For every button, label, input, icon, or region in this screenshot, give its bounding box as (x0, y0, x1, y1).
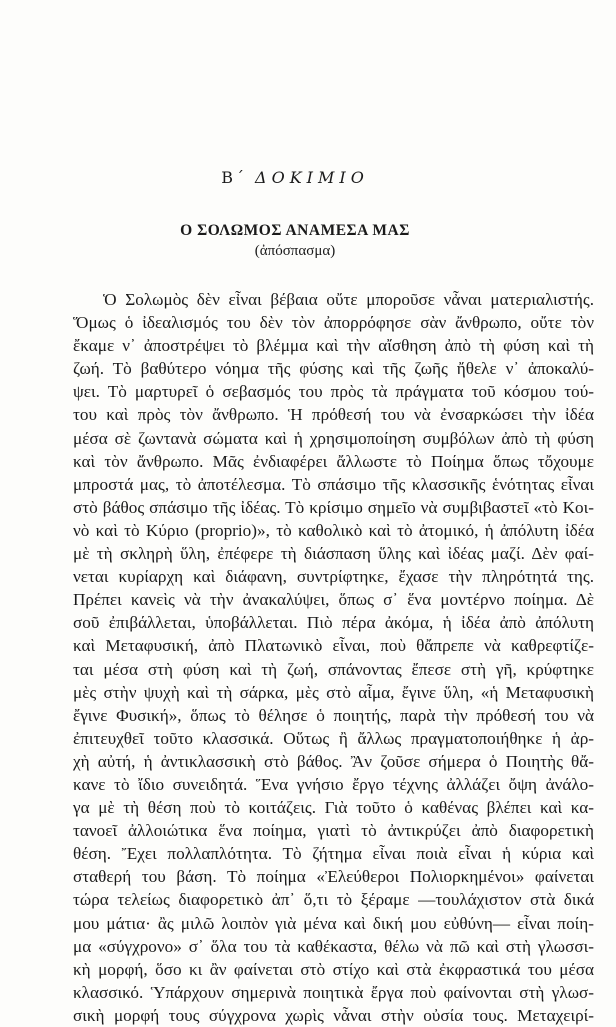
text-line: ζωή. Τὸ βαθύτερο νόημα τῆς φύσης καὶ τῆς ζωῆς ἤθελε ν᾽ ἀποκαλύ- (73, 359, 594, 379)
text-line: σοῦ ἐπιβάλλεται, ὑποβάλλεται. Πιὸ πέρα ἀκόμα, ἡ ἰδέα ἀπὸ ἀπόλυτη (73, 613, 594, 633)
text-line: κανε τὸ ἴδιο συνειδητά. Ἕνα γνήσιο ἔργο τέχνης ἀλλάζει ὄψη ἀνάλο- (73, 774, 594, 794)
text-line: τανοεῖ ἀλλοιώτικα ἕνα ποίημα, γιατὶ τὸ ἀντικρύζει ἀπὸ διαφορετικὴ (73, 821, 594, 841)
essay-title: Ο ΣΟΛΩΜΟΣ ΑΝΑΜΕΣΑ ΜΑΣ (180, 222, 410, 239)
section-number: Β΄ (221, 168, 247, 187)
text-line: ἐπιτευχθεῖ τοῦτο κλασσικά. Οὕτως ἢ ἄλλως πραγματοποιήθηκε ἡ ἀρ- (73, 728, 594, 748)
text-line: κλασσικό. Ὑπάρχουν σημερινὰ ποιητικὰ ἔργα ποὺ φαίνονται στὴ γλωσ- (73, 982, 594, 1002)
text-line: Ὁ Σολωμὸς δὲν εἶναι βέβαια οὔτε μποροῦσε νἆναι ματεριαλιστής. (103, 290, 594, 309)
text-line: μὲς στὴν ψυχὴ καὶ τὴ σάρκα, μὲς στὸ αἷμα, ἔγινε ὕλη, «ἡ Μεταφυσικὴ (73, 682, 594, 702)
text-line: ψει. Τὸ μαρτυρεῖ ὁ σεβασμός του πρὸς τὰ πράγματα τοῦ κόσμου τού- (73, 382, 594, 402)
text-line: σικὴ μορφή τους σύγχρονα χωρὶς νἆναι στὴν οὐσία τους. Μεταχειρί- (73, 1005, 594, 1025)
text-line: καὶ τὸν ἄνθρωπο. Μᾶς ἐνδιαφέρει ἄλλωστε τὸ Ποίημα ὅπως τὄχουμε (73, 451, 594, 471)
text-line: νεται κυρίαρχη καὶ διάφανη, συντρίφτηκε, ἔχασε τὴν πληρότητά της. (73, 567, 594, 587)
text-line: καὶ Μεταφυσική, ἀπὸ Πλατωνικὸ εἶναι, ποὺ θἄπρεπε νὰ καθρεφτίζε- (73, 636, 594, 656)
text-line: κὴ μορφή, ὅσο κι ἂν φαίνεται στὸ στίχο καὶ στὰ ἐκφραστικά του μέσα (73, 959, 594, 979)
text-line: θέση. Ἔχει πολλαπλότητα. Τὸ ζήτημα εἶναι ποιὰ εἶναι ἡ κύρια καὶ (73, 844, 594, 864)
text-line: μέσα σὲ ζωντανὰ σώματα καὶ ἡ χρησιμοποίηση συμβόλων ἀπὸ τὴ φύση (73, 428, 594, 448)
text-line: τώρα τελείως διαφορετικὸ ἀπ᾽ ὅ,τι τὸ ξέραμε —τουλάχιστον στὰ δικά (73, 890, 594, 910)
text-line: ται μέσα στὴ φύση καὶ τὴ ζωή, σπάνοντας ἔπεσε στὴ γῆ, κρύφτηκε (73, 659, 594, 679)
section-label (0, 168, 590, 187)
text-line: μὲ τὴ σκληρὴ ὕλη, ἐπέφερε τὴ διάσπαση ὕλης καὶ ἰδέας μαζί. Δὲν φαί- (73, 544, 594, 564)
text-line: στὸ βάθος σπάσιμο τῆς ἰδέας. Τὸ κρίσιμο σημεῖο νὰ συμβιβαστεῖ «τὸ Κοι- (73, 497, 594, 517)
text-line: νὸ καὶ τὸ Κύριο (proprio)», τὸ καθολικὸ καὶ τὸ ἀτομικό, ἡ ἀπόλυτη ἰδέα (73, 520, 594, 540)
text-line: Πρέπει κανεὶς νὰ τὴν ἀνακαλύψει, ὅπως σ᾽ ἕνα μοντέρνο ποίημα. Δὲ (73, 590, 594, 610)
text-line: σταθερή του βάση. Τὸ ποίημα «Ἐλεύθεροι Πολιορκημένοι» φαίνεται (73, 867, 594, 887)
text-line: Ὅμως ὁ ἰδεαλισμός του δὲν τὸν ἀπορρόφησε σὰν ἄνθρωπο, οὔτε τὸν (73, 313, 594, 333)
text-line: ἔγινε Φυσική», ὅπως τὸ θέλησε ὁ ποιητής, παρὰ τὴν πρόθεσή του νὰ (73, 705, 594, 725)
text-line: χὴ αὐτή, ἡ ἀντικλασσικὴ στὸ βάθος. Ἂν ζοῦσε σήμερα ὁ Ποιητὴς θἄ- (73, 751, 594, 771)
text-line: ἔκαμε ν᾽ ἀποστρέψει τὸ βλέμμα καὶ τὴν αἴσθηση ἀπὸ τὴ φύση καὶ τὴ (73, 336, 594, 356)
essay-subtitle: (ἀπόσπασμα) (254, 243, 336, 259)
text-line: μπροστά μας, τὸ ἀποτέλεσμα. Τὸ σπάσιμο τῆς κλασσικῆς ἑνότητας εἶναι (73, 474, 594, 494)
section-name: ΔΟΚΙΜΙΟ (255, 168, 369, 187)
text-line: του καὶ πρὸς τὸν ἄνθρωπο. Ἡ πρόθεσή του νὰ ἐνσαρκώσει τὴν ἰδέα (73, 405, 594, 425)
text-line: μου μάτια· ἂς μιλῶ λοιπὸν γιὰ μένα καὶ δική μου εὐθύνη— εἶναι ποίη- (73, 913, 594, 933)
text-line: γα μὲ τὴ θέση ποὺ τὸ κοιτάζεις. Γιὰ τοῦτο ὁ καθένας βλέπει καὶ κα- (73, 798, 594, 818)
text-line: μα «σύγχρονο» σ᾽ ὅλα του τὰ καθέκαστα, θέλω νὰ πῶ καὶ στὴ γλωσσι- (73, 936, 594, 956)
body-text (73, 288, 594, 1027)
